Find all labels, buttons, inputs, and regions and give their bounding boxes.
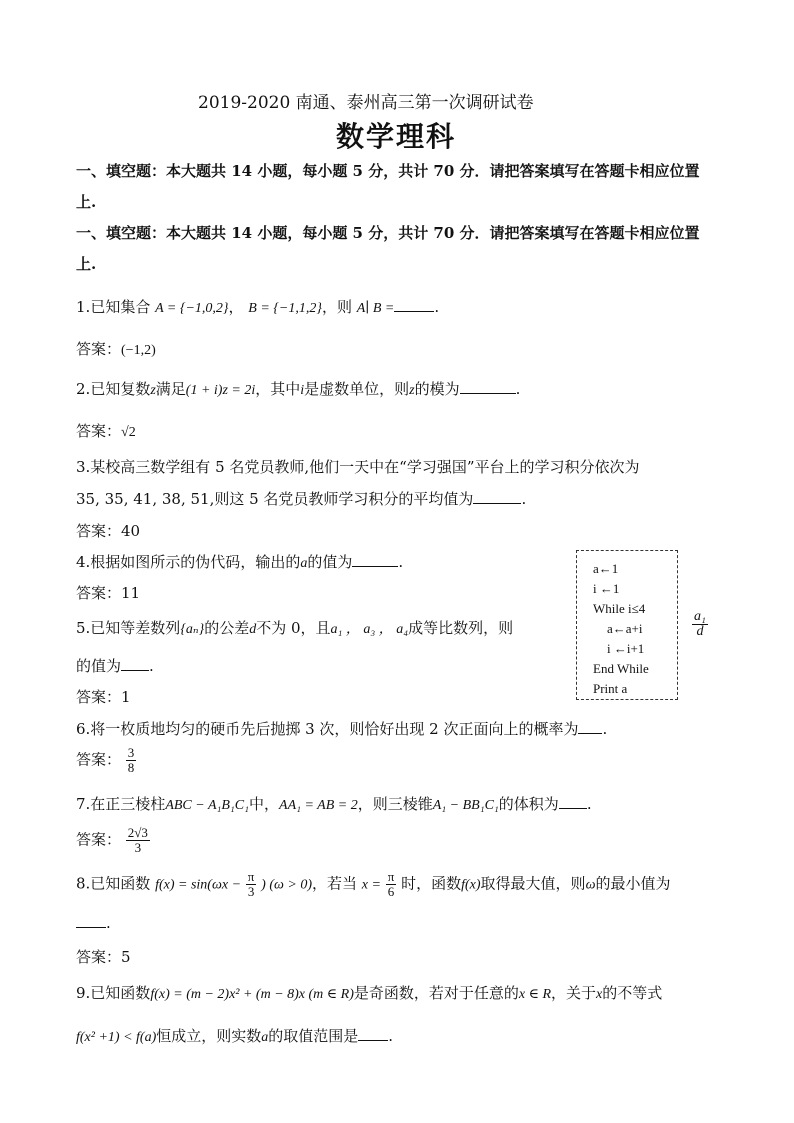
- question-1: 1.已知集合 A = {−1,0,2}， B = {−1,1,2}，则 A∣ B = .: [76, 298, 440, 316]
- code-line: i ←i+1: [607, 641, 645, 656]
- answer-5: 答案：1: [76, 688, 131, 706]
- exam-title: 数学理科: [336, 120, 457, 153]
- answer-blank: [473, 489, 521, 504]
- code-line: End While: [593, 661, 649, 676]
- answer-7: 答案： $\frac{2√3}{3}$: [76, 825, 148, 855]
- answer-blank: [76, 913, 106, 928]
- code-line: a←a+i: [607, 621, 643, 636]
- code-line: Print a: [593, 681, 628, 696]
- question-3-line2: 35, 35, 41, 38, 51,则这 5 名党员教师学习积分的平均值为 .: [76, 490, 527, 508]
- question-7: 7.在正三棱柱ABC − A₁B₁C₁中，AA₁ = AB = 2，则三棱锥A₁ − BB₁C₁的体积为 .: [76, 795, 592, 813]
- section-instruction-repeat-line2: 上.: [76, 255, 97, 273]
- answer-blank: [578, 719, 602, 734]
- answer-blank: [358, 1026, 388, 1041]
- answer-2: 答案：√2: [76, 422, 136, 440]
- question-3-line1: 3.某校高三数学组有 5 名党员教师,他们一天中在“学习强国”平台上的学习积分依次为: [76, 458, 640, 476]
- section-instruction-line1: 一、填空题：本大题共 14 小题，每小题 5 分，共计 70 分．请把答案填写在答题卡相应位置: [76, 162, 700, 180]
- answer-4: 答案：11: [76, 584, 141, 602]
- question-2: 2.已知复数z满足(1 + i)z = 2i，其中i是虚数单位，则z的模为 .: [76, 380, 521, 398]
- answer-8: 答案：5: [76, 948, 131, 966]
- answer-blank: [559, 794, 587, 809]
- question-8-line2: .: [76, 913, 111, 932]
- code-line: i ←1: [593, 581, 620, 596]
- answer-blank: [460, 379, 516, 394]
- code-line: While i≤4: [593, 601, 646, 616]
- answer-1: 答案：(−1,2): [76, 340, 156, 358]
- section-instruction-line2: 上.: [76, 193, 97, 211]
- question-5-line1: 5.已知等差数列{aₙ}的公差d不为 0，且a₁ ， a₃ ， a₄成等比数列，则: [76, 619, 514, 637]
- question-4: 4.根据如图所示的伪代码，输出的a的值为 .: [76, 553, 404, 571]
- answer-blank: [352, 552, 398, 567]
- answer-3: 答案：40: [76, 522, 141, 540]
- question-5-line2: 的值为 .: [76, 657, 154, 675]
- question-5-fraction: $\frac{\text{a₁}}{d}$: [694, 609, 706, 639]
- question-9-line1: 9.已知函数f(x) = (m − 2)x² + (m − 8)x (m ∈ R)是奇函数，若对于任意的x ∈ R，关于x的不等式: [76, 984, 663, 1002]
- question-8: 8.已知函数 f(x) = sin(ωx − $\frac{\pi}{3}$ ) (ω > 0)，若当 x = $\frac{\pi}{6}$ 时，函数f(x)取得最大值，则ω的最小值为: [76, 869, 671, 899]
- code-line: a←1: [593, 561, 619, 576]
- answer-6: 答案： $\frac{3}{8}$: [76, 745, 135, 775]
- exam-subtitle: 2019-2020 南通、泰州高三第一次调研试卷: [198, 93, 534, 113]
- pseudocode-box: [576, 550, 678, 700]
- answer-blank: [394, 297, 434, 312]
- question-9-line2: f(x² +1) < f(a)恒成立，则实数a的取值范围是 .: [76, 1027, 394, 1045]
- question-6: 6.将一枚质地均匀的硬币先后抛掷 3 次，则恰好出现 2 次正面向上的概率为 .: [76, 720, 608, 738]
- section-instruction-repeat-line1: 一、填空题：本大题共 14 小题，每小题 5 分，共计 70 分．请把答案填写在答题卡相应位置: [76, 224, 700, 242]
- answer-blank: [121, 656, 149, 671]
